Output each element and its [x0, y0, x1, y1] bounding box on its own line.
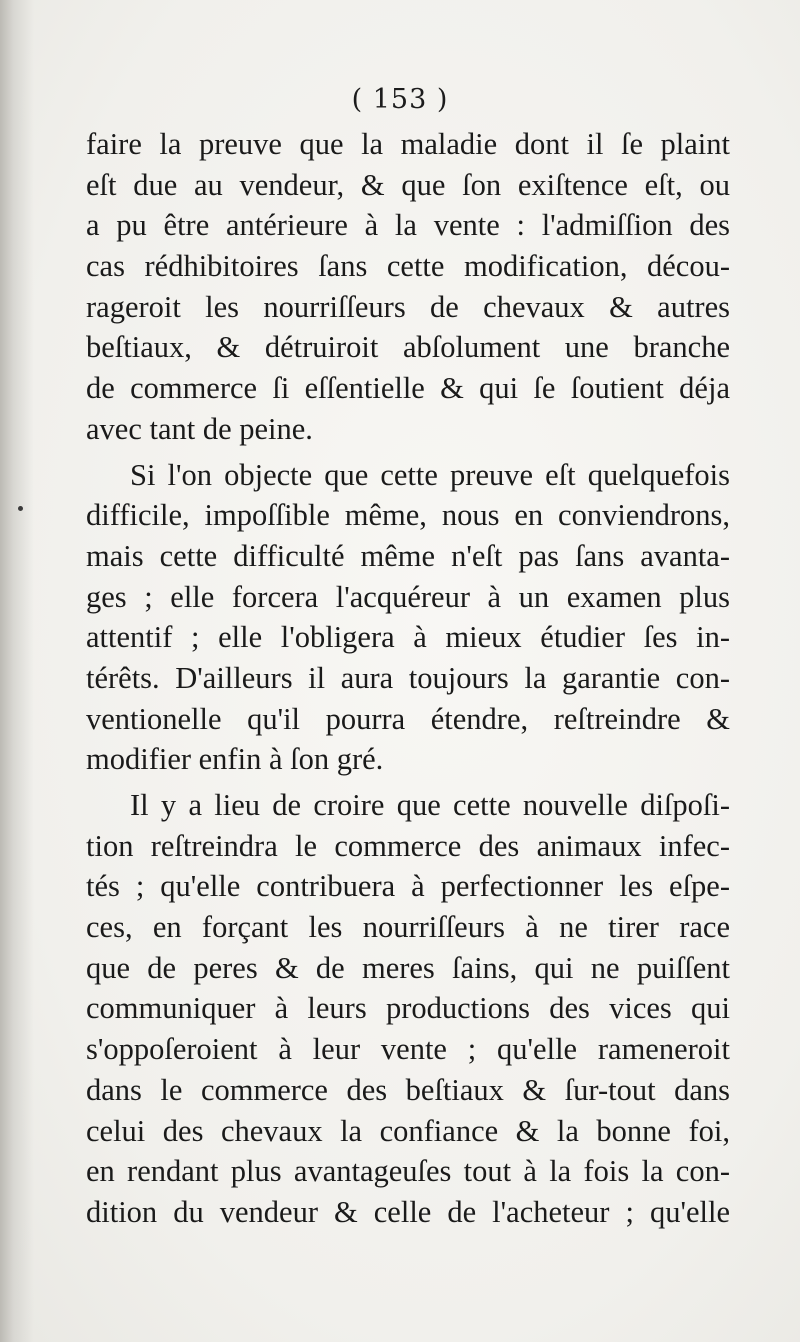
text-line: dans le commerce des beſtiaux & ſur-tout dans	[86, 1072, 730, 1107]
text-line: ces, en forçant les nourriſſeurs à ne tirer race	[86, 910, 730, 945]
text-line: difficile, impoſſible même, nous en conviendrons,	[86, 498, 730, 533]
text-line: attentif ; elle l'obligera à mieux étudier ſes in-	[86, 620, 730, 655]
paragraph	[86, 785, 730, 1233]
text-line: Si l'on objecte que cette preuve eſt quelquefois	[130, 457, 730, 492]
paragraph	[86, 455, 730, 781]
text-line: eſt due au vendeur, & que ſon exiſtence eſt, ou	[86, 167, 730, 202]
text-line: s'oppoſeroient à leur vente ; qu'elle rameneroit	[86, 1032, 730, 1067]
page-number: ( 153 )	[351, 84, 449, 115]
text-line: communiquer à leurs productions des vices qui	[86, 991, 730, 1026]
text-line: cas rédhibitoires ſans cette modification, décou-	[86, 249, 730, 284]
text-line: Il y a lieu de croire que cette nouvelle diſpoſi-	[130, 788, 730, 822]
ink-speck	[18, 506, 23, 511]
text-line: de commerce ſi eſſentielle & qui ſe ſoutient déja	[86, 371, 730, 406]
text-line: en rendant plus avantageuſes tout à la fois la con-	[86, 1154, 730, 1189]
text-line: dition du vendeur & celle de l'acheteur ; qu'elle	[86, 1194, 730, 1229]
text-line: avec tant de peine.	[86, 411, 313, 446]
body-text	[86, 124, 730, 1233]
text-line: beſtiaux, & détruiroit abſolument une branche	[86, 330, 730, 365]
text-line: que de peres & de meres ſains, qui ne puiſſent	[86, 950, 730, 985]
text-line: faire la preuve que la maladie dont il ſe plaint	[86, 127, 730, 161]
text-line: modifier enfin à ſon gré.	[86, 742, 384, 777]
text-line: celui des chevaux la confiance & la bonne foi,	[86, 1113, 730, 1148]
text-line: rageroit les nourriſſeurs de chevaux & autres	[86, 289, 730, 324]
paragraph	[86, 124, 730, 450]
text-line: a pu être antérieure à la vente : l'admiſſion des	[86, 208, 730, 243]
text-line: ges ; elle forcera l'acquéreur à un examen plus	[86, 579, 730, 614]
text-line: ventionelle qu'il pourra étendre, reſtreindre &	[86, 701, 730, 736]
text-line: térêts. D'ailleurs il aura toujours la garantie con-	[86, 660, 730, 695]
binding-gutter-shadow	[0, 0, 34, 1342]
text-line: tion reſtreindra le commerce des animaux infec-	[86, 828, 730, 863]
text-line: tés ; qu'elle contribuera à perfectionner les eſpe-	[86, 869, 730, 904]
text-line: mais cette difficulté même n'eſt pas ſans avanta-	[86, 538, 730, 573]
